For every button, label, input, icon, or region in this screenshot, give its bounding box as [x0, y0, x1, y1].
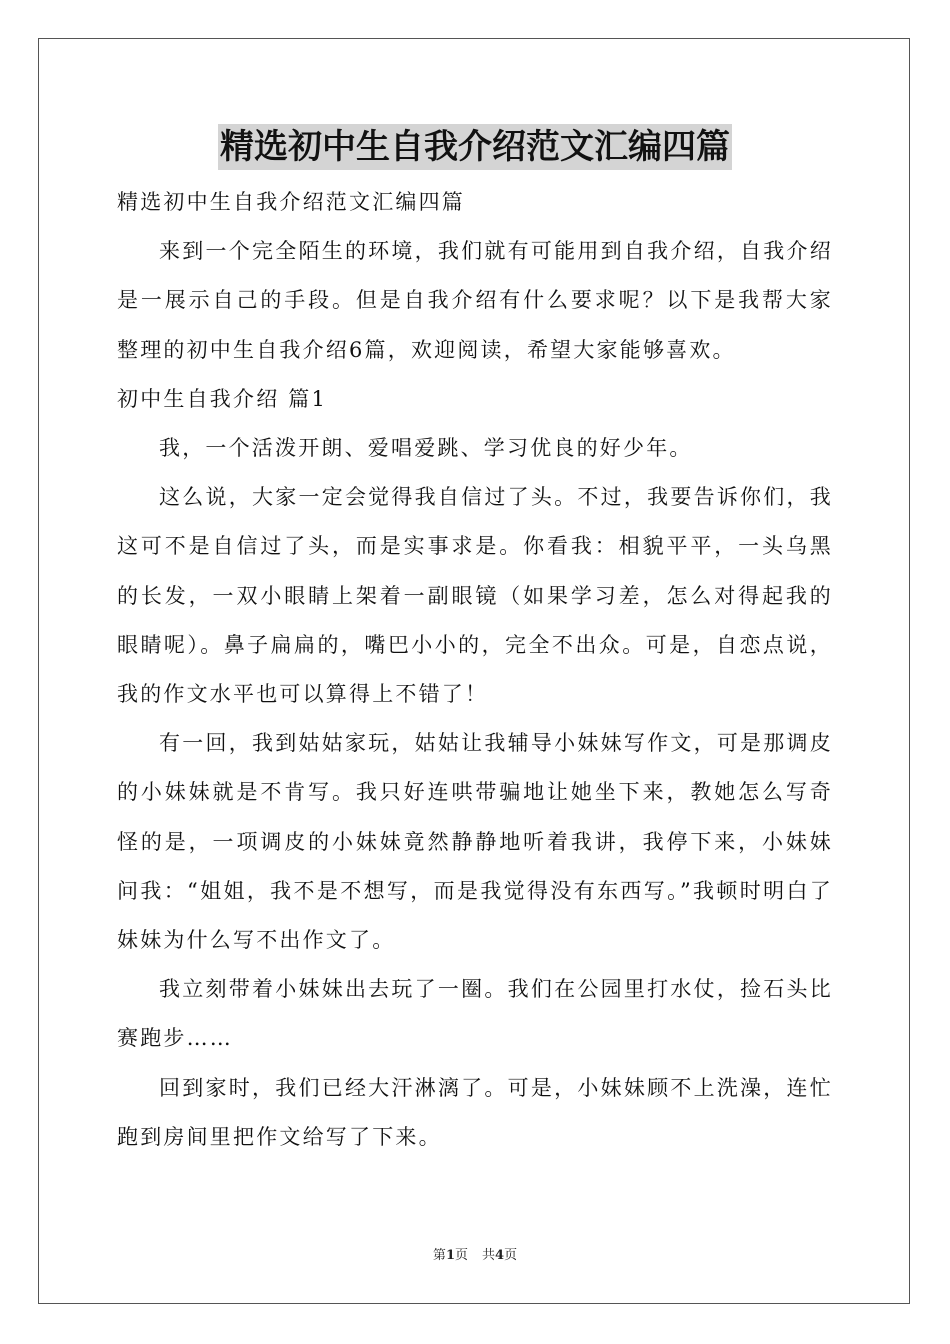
paragraph: 我立刻带着小妹妹出去玩了一圈。我们在公园里打水仗，捡石头比赛跑步…… [117, 977, 833, 1051]
section-heading: 初中生自我介绍 篇1 [117, 386, 328, 411]
page-footer [0, 1246, 950, 1266]
page-prefix: 第 [432, 1248, 446, 1263]
total-prefix: 共 [482, 1248, 496, 1263]
paragraph: 回到家时，我们已经大汗淋漓了。可是，小妹妹顾不上洗澡，连忙跑到房间里把作文给写了下来。 [117, 1075, 833, 1149]
paragraph: 我，一个活泼开朗、爱唱爱跳、学习优良的好少年。 [159, 436, 693, 461]
document-body [117, 178, 833, 1162]
paragraph: 来到一个完全陌生的环境，我们就有可能用到自我介绍，自我介绍是一展示自己的手段。但是自我介绍有什么要求呢？以下是我帮大家整理的初中生自我介绍6篇，欢迎阅读，希望大家能够喜欢。 [117, 239, 833, 362]
paragraph: 有一回，我到姑姑家玩，姑姑让我辅导小妹妹写作文，可是那调皮的小妹妹就是不肯写。我只好连哄带骗地让她坐下来，教她怎么写奇怪的是，一项调皮的小妹妹竟然静静地听着我讲，我停下来，小妹妹问我：“姐姐，我不是不想写，而是我觉得没有东西写。”我顿时明白了妹妹为什么写不出作文了。 [117, 731, 833, 953]
document-title: 精选初中生自我介绍范文汇编四篇 [218, 124, 732, 170]
total-suffix: 页 [504, 1248, 518, 1263]
page-current: 1 [445, 1248, 455, 1263]
paragraph: 精选初中生自我介绍范文汇编四篇 [117, 190, 465, 214]
title-container [0, 124, 950, 170]
paragraph: 这么说，大家一定会觉得我自信过了头。不过，我要告诉你们，我这可不是自信过了头，而是实事求是。你看我：相貌平平，一头乌黑的长发，一双小眼睛上架着一副眼镜（如果学习差，怎么对得起我的眼睛呢）。鼻子扁扁的，嘴巴小小的，完全不出众。可是，自恋点说，我的作文水平也可以算得上不错了！ [117, 485, 833, 707]
page-suffix: 页 [454, 1248, 468, 1263]
page-total: 4 [495, 1248, 505, 1263]
